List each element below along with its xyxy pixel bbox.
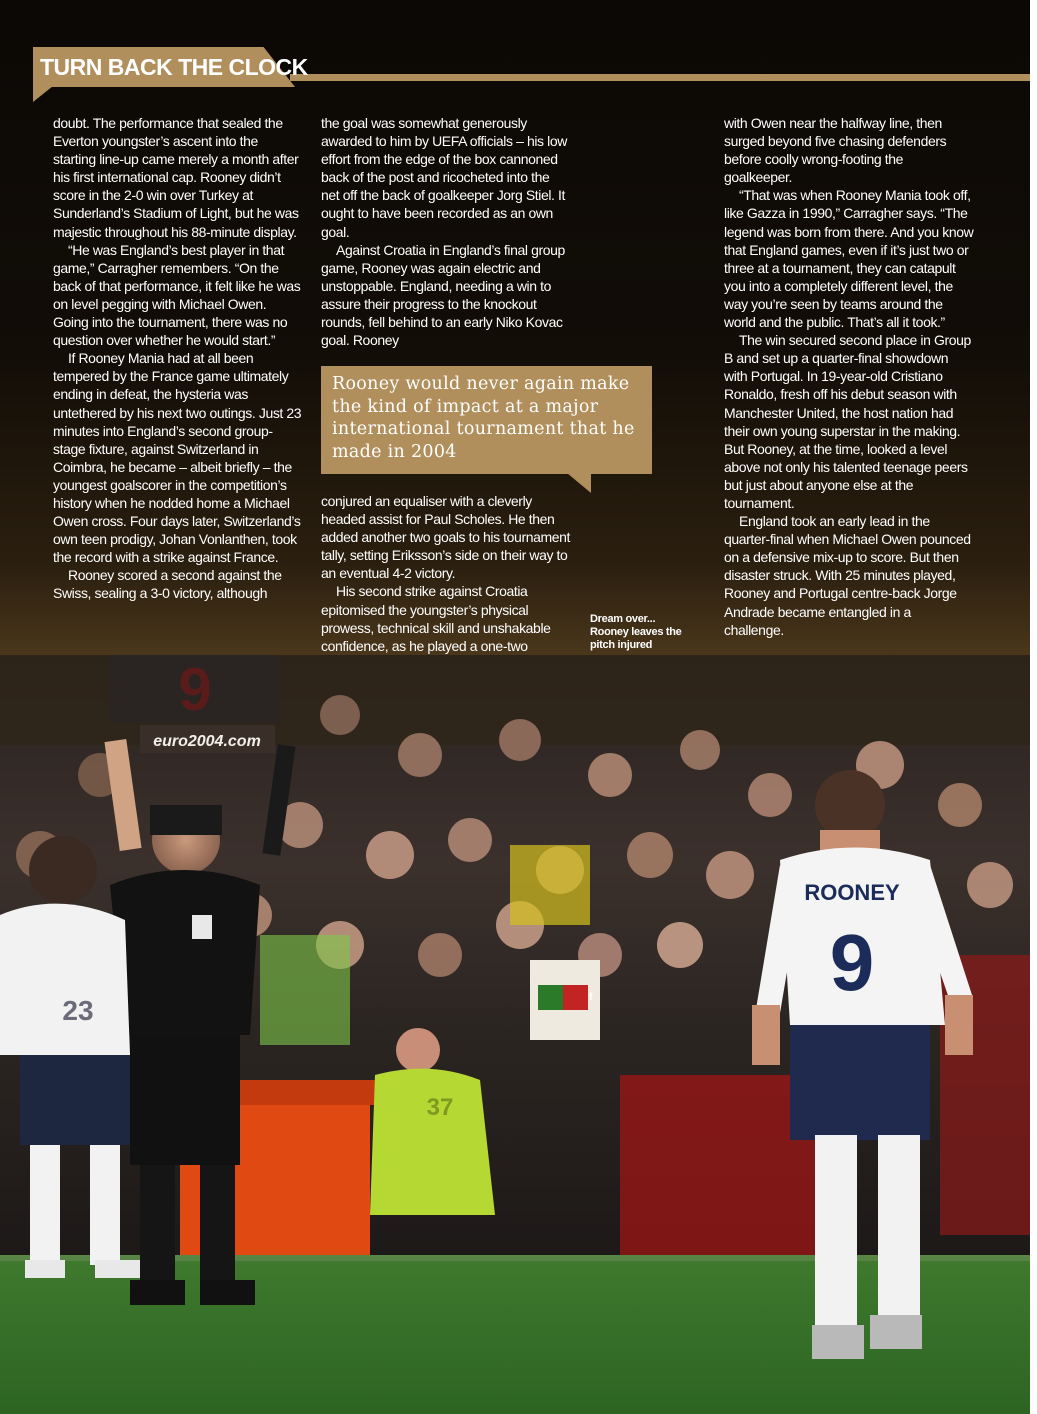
paragraph: The win secured second place in Group B and set up a quarter-final showdown with Portugal. In 19-year-old Cristiano Ronaldo, fresh off his debut season with Manchester United, the host nation had their own young superstar in the making. But Rooney, at the time, looked a level above not only his talented teenage peers but just about anyone else at the tournament. xyxy=(724,332,971,511)
header-tag-notch xyxy=(33,86,53,102)
paragraph: the goal was somewhat generously awarded to him by UEFA officials – his low effort from the edge of the box cannoned back of the post and ricocheted into the net off the back of goalkeeper Jorg Stiel. It ought to have been recorded as an own goal. xyxy=(321,115,567,240)
svg-text:23: 23 xyxy=(62,995,94,1026)
svg-text:9: 9 xyxy=(829,918,875,1007)
pull-quote: Rooney would never again make the kind of impact at a major international tournament that he made in 2004 xyxy=(332,374,635,462)
paragraph: If Rooney Mania had at all been tempered by the France game ultimately ending in defeat, the hysteria was untethered by his next two outings. Just 23 minutes into England’s second group-stage fixture, against Switzerland in Coimbra, he became – albeit briefly – the youngest goalscorer in the competition’s history when he nodded home a Michael Owen cross. Four days later, Switzerland’s own teen prodigy, Johan Vonlanthen, took the record with a strike against France. xyxy=(53,350,302,566)
header-rule xyxy=(290,74,1030,81)
paragraph: Rooney scored a second against the Swiss, sealing a 3-0 victory, although xyxy=(53,567,282,602)
pull-quote-tail xyxy=(567,473,591,493)
photo-caption: Dream over... Rooney leaves the pitch injured xyxy=(590,613,682,651)
match-photo xyxy=(0,655,1030,1414)
section-title: TURN BACK THE CLOCK xyxy=(40,54,308,80)
paragraph: England took an early lead in the quarter-final when Michael Owen pounced on a defensive mix-up to score. But then disaster struck. With 25 minutes played, Rooney and Portugal centre-back Jorge Andrade became entangled in a challenge. xyxy=(724,513,971,638)
svg-text:euro2004.com: euro2004.com xyxy=(153,733,261,750)
svg-text:ROONEY: ROONEY xyxy=(804,880,900,905)
paragraph: Against Croatia in England’s final group game, Rooney was again electric and unstoppable. England, needing a win to assure their progress to the knockout rounds, fell behind to an early Niko Kovac goal. Rooney xyxy=(321,241,565,349)
column-3 xyxy=(724,114,974,639)
yellow-shirt-fan xyxy=(510,845,590,925)
paragraph: conjured an equaliser with a cleverly headed assist for Paul Scholes. He then added another two goals to his tournament tally, setting Eriksson’s side on their way to an eventual 4-2 victory. xyxy=(321,493,570,582)
svg-text:37: 37 xyxy=(426,1094,454,1121)
paragraph: with Owen near the halfway line, then surged beyond five chasing defenders before coolly wrong-footing the goalkeeper. xyxy=(724,115,947,186)
paragraph: “He was England’s best player in that game,” Carragher remembers. “On the back of that performance, it felt like he was on level pegging with Michael Owen. Going into the tournament, there was no question over whether he would start.” xyxy=(53,241,301,349)
paragraph: doubt. The performance that sealed the Everton youngster’s ascent into the starting line-up came merely a month after his first international cap. Rooney didn’t score in the 2-0 win over Turkey at Sunderland’s Stadium of Light, but he was majestic throughout his 88-minute display. xyxy=(53,115,299,240)
svg-text:9: 9 xyxy=(178,656,212,723)
column-2-top xyxy=(321,114,571,349)
column-2-bottom xyxy=(321,492,571,655)
column-1 xyxy=(53,114,303,603)
green-jacket xyxy=(260,935,350,1045)
paragraph: “That was when Rooney Mania took off, like Gazza in 1990,” Carragher says. “The legend was born from there. And you know that England games, even if it’s just two or three at a tournament, they can catapult you into a completely different level, the way you’re seen by teams around the world and the public. That’s all it took.” xyxy=(724,187,974,331)
photo-credit: f xyxy=(589,992,593,1003)
paragraph: His second strike against Croatia epitomised the youngster’s physical prowess, technical skill and unshakable confidence, as he played a one-two xyxy=(321,583,551,654)
